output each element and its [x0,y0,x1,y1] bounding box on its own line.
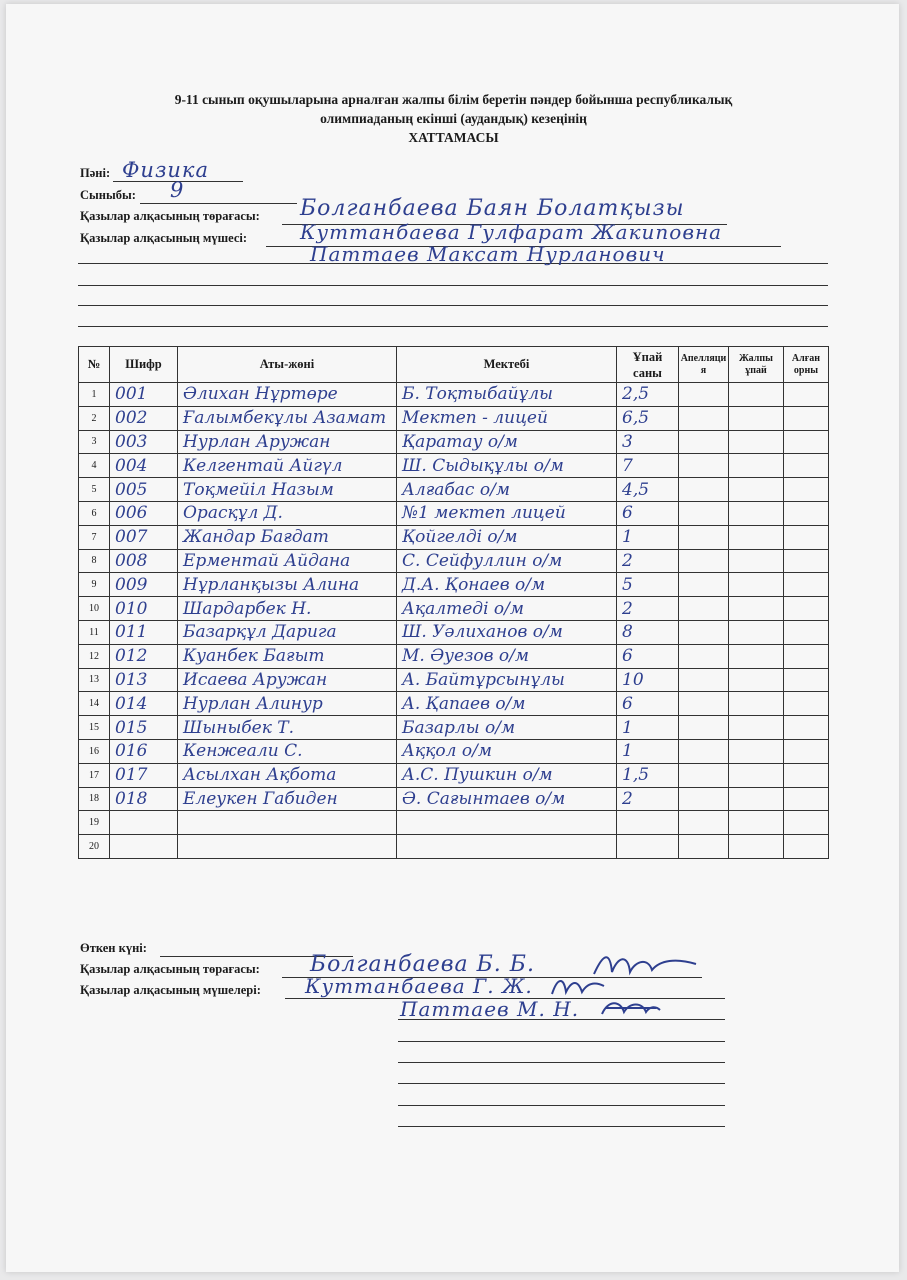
row-total [729,430,784,454]
table-row [79,573,829,597]
row-place [784,525,829,549]
table-row [79,787,829,811]
row-place [784,406,829,430]
row-code: 016 [110,739,178,763]
row-appeal [679,501,729,525]
row-code: 007 [110,525,178,549]
row-number: 11 [79,620,110,644]
row-appeal [679,430,729,454]
row-name: Шыныбек Т. [178,716,397,740]
row-code: 009 [110,573,178,597]
row-place [784,668,829,692]
blank-line-3 [78,305,828,306]
row-name: Асылхан Ақбота [178,763,397,787]
row-code: 011 [110,620,178,644]
row-number: 13 [79,668,110,692]
row-appeal [679,811,729,835]
header-name: Аты-жөні [178,347,397,383]
row-total [729,835,784,859]
table-row [79,478,829,502]
row-place [784,549,829,573]
grade-line [140,203,297,204]
chair-value: Болганбаева Баян Болатқызы [300,196,685,221]
row-score: 6 [617,692,679,716]
row-name: Нұрланқызы Алина [178,573,397,597]
row-code: 010 [110,597,178,621]
row-name [178,835,397,859]
row-school: С. Сейфуллин о/м [397,549,617,573]
row-school: М. Әуезов о/м [397,644,617,668]
date-label: Өткен күні: [80,941,147,955]
row-name: Орасқұл Д. [178,501,397,525]
row-number: 15 [79,716,110,740]
footer-members-label: Қазылар алқасының мүшелері: [80,983,261,997]
table-row [79,811,829,835]
row-name [178,811,397,835]
row-total [729,716,784,740]
row-score: 1 [617,739,679,763]
row-number: 6 [79,501,110,525]
row-total [729,573,784,597]
row-place [784,501,829,525]
row-appeal [679,668,729,692]
row-total [729,406,784,430]
row-total [729,787,784,811]
row-place [784,597,829,621]
row-school: Аққол о/м [397,739,617,763]
row-number: 8 [79,549,110,573]
chair-label: Қазылар алқасының төрағасы: [80,209,260,223]
row-name: Исаева Аружан [178,668,397,692]
row-appeal [679,406,729,430]
footer-member-sign-2: Паттаев М. Н. [400,997,580,1021]
row-code: 004 [110,454,178,478]
row-name: Шардарбек Н. [178,597,397,621]
grade-label: Сыныбы: [80,188,136,202]
row-school: №1 мектеп лицей [397,501,617,525]
row-place [784,644,829,668]
footer-member-sign-1: Куттанбаева Г. Ж. [305,974,533,998]
row-appeal [679,620,729,644]
row-number: 3 [79,430,110,454]
row-code: 013 [110,668,178,692]
row-code: 005 [110,478,178,502]
row-appeal [679,597,729,621]
row-appeal [679,525,729,549]
row-number: 2 [79,406,110,430]
row-name: Нурлан Аружан [178,430,397,454]
row-school: Қаратау о/м [397,430,617,454]
row-school: Ш. Уәлиханов о/м [397,620,617,644]
protocol-title-line-2: олимпиаданың екінші (аудандық) кезеңінің [320,111,587,126]
row-code: 001 [110,383,178,407]
row-appeal [679,573,729,597]
table-row [79,430,829,454]
results-table [78,346,829,859]
header-school: Мектебі [397,347,617,383]
row-total [729,383,784,407]
row-number: 14 [79,692,110,716]
row-number: 19 [79,811,110,835]
header-code: Шифр [110,347,178,383]
member-value-2: Паттаев Максат Нурланович [310,242,666,266]
row-appeal [679,716,729,740]
row-school: Ақалтеді о/м [397,597,617,621]
row-score: 6 [617,644,679,668]
row-total [729,644,784,668]
row-total [729,597,784,621]
row-code: 002 [110,406,178,430]
table-row [79,668,829,692]
row-code [110,811,178,835]
row-total [729,501,784,525]
row-total [729,478,784,502]
row-number: 5 [79,478,110,502]
row-number: 20 [79,835,110,859]
row-score: 1,5 [617,763,679,787]
table-row [79,620,829,644]
row-total [729,620,784,644]
row-name: Базарқұл Дарига [178,620,397,644]
row-code: 008 [110,549,178,573]
member-line-6 [398,1105,725,1106]
row-school: Д.А. Қонаев о/м [397,573,617,597]
row-place [784,620,829,644]
row-number: 12 [79,644,110,668]
row-place [784,430,829,454]
subject-value: Физика [122,158,209,182]
row-score [617,811,679,835]
member-line-3 [398,1041,725,1042]
row-total [729,525,784,549]
row-name: Куанбек Бағыт [178,644,397,668]
row-name: Келгентай Айгүл [178,454,397,478]
row-appeal [679,835,729,859]
protocol-title: ХАТТАМАСЫ [408,130,499,145]
row-score: 1 [617,525,679,549]
row-score: 2,5 [617,383,679,407]
row-score: 3 [617,430,679,454]
row-appeal [679,739,729,763]
row-school: Қойгелді о/м [397,525,617,549]
table-row [79,597,829,621]
header-score: Ұпай саны [617,347,679,383]
row-school [397,835,617,859]
row-school: Мектеп - лицей [397,406,617,430]
table-row [79,454,829,478]
table-row [79,763,829,787]
row-place [784,835,829,859]
row-score: 2 [617,549,679,573]
member-line-7 [398,1126,725,1127]
row-place [784,811,829,835]
header-total: Жалпы ұпай [729,347,784,383]
blank-line-4 [78,326,828,327]
row-number: 17 [79,763,110,787]
header-appeal: Апелляция [679,347,729,383]
row-appeal [679,478,729,502]
row-code: 015 [110,716,178,740]
row-school: Ш. Сыдықұлы о/м [397,454,617,478]
table-row [79,383,829,407]
row-score: 1 [617,716,679,740]
table-row [79,406,829,430]
row-score: 6 [617,501,679,525]
row-place [784,478,829,502]
row-school: А.С. Пушкин о/м [397,763,617,787]
row-name: Кенжеали С. [178,739,397,763]
row-school: А. Қапаев о/м [397,692,617,716]
row-number: 10 [79,597,110,621]
row-total [729,811,784,835]
row-name: Ғалымбекұлы Азамат [178,406,397,430]
row-name: Елеукен Габиден [178,787,397,811]
row-score: 5 [617,573,679,597]
subject-label: Пәні: [80,166,111,180]
row-name: Тоқмейіл Назым [178,478,397,502]
row-school: А. Байтұрсынұлы [397,668,617,692]
row-name: Ерментай Айдана [178,549,397,573]
row-place [784,383,829,407]
row-appeal [679,454,729,478]
grade-value: 9 [170,178,185,202]
footer-chair-sign: Болганбаева Б. Б. [310,952,535,977]
row-appeal [679,644,729,668]
row-place [784,787,829,811]
row-score [617,835,679,859]
row-score: 4,5 [617,478,679,502]
row-total [729,763,784,787]
blank-line-2 [78,285,828,286]
row-total [729,692,784,716]
row-number: 4 [79,454,110,478]
table-row [79,549,829,573]
row-score: 2 [617,787,679,811]
row-name: Нурлан Алинур [178,692,397,716]
row-school [397,811,617,835]
row-number: 7 [79,525,110,549]
table-row [79,501,829,525]
member-label: Қазылар алқасының мүшесі: [80,231,248,245]
row-school: Базарлы о/м [397,716,617,740]
row-score: 7 [617,454,679,478]
row-school: Алғабас о/м [397,478,617,502]
row-place [784,692,829,716]
row-code: 012 [110,644,178,668]
row-score: 6,5 [617,406,679,430]
row-score: 8 [617,620,679,644]
row-number: 1 [79,383,110,407]
row-name: Жандар Бағдат [178,525,397,549]
row-code: 017 [110,763,178,787]
row-total [729,739,784,763]
row-number: 18 [79,787,110,811]
row-number: 16 [79,739,110,763]
row-code: 006 [110,501,178,525]
table-header-row [79,347,829,383]
row-number: 9 [79,573,110,597]
protocol-title-line-1: 9-11 сынып оқушыларына арналған жалпы білім беретін пәндер бойынша республикалық [174,92,733,107]
row-appeal [679,787,729,811]
row-school: Ә. Сағынтаев о/м [397,787,617,811]
row-score: 2 [617,597,679,621]
member-2-signature-mark [598,996,664,1024]
member-value-1: Куттанбаева Гулфарат Жакиповна [300,220,723,244]
row-code: 014 [110,692,178,716]
table-row [79,739,829,763]
table-row [79,692,829,716]
member-line-5 [398,1083,725,1084]
row-appeal [679,383,729,407]
row-code: 003 [110,430,178,454]
row-score: 10 [617,668,679,692]
row-place [784,454,829,478]
row-appeal [679,763,729,787]
row-place [784,573,829,597]
row-total [729,549,784,573]
header-num: № [79,347,110,383]
row-place [784,763,829,787]
footer-chair-label: Қазылар алқасының төрағасы: [80,962,260,976]
row-appeal [679,692,729,716]
row-name: Әлихан Нұртөре [178,383,397,407]
member-line-4 [398,1062,725,1063]
row-total [729,454,784,478]
header-place: Алған орны [784,347,829,383]
row-school: Б. Тоқтыбайұлы [397,383,617,407]
row-place [784,739,829,763]
row-code: 018 [110,787,178,811]
row-place [784,716,829,740]
row-appeal [679,549,729,573]
row-code [110,835,178,859]
row-total [729,668,784,692]
table-row [79,644,829,668]
table-row [79,525,829,549]
table-row [79,835,829,859]
table-row [79,716,829,740]
